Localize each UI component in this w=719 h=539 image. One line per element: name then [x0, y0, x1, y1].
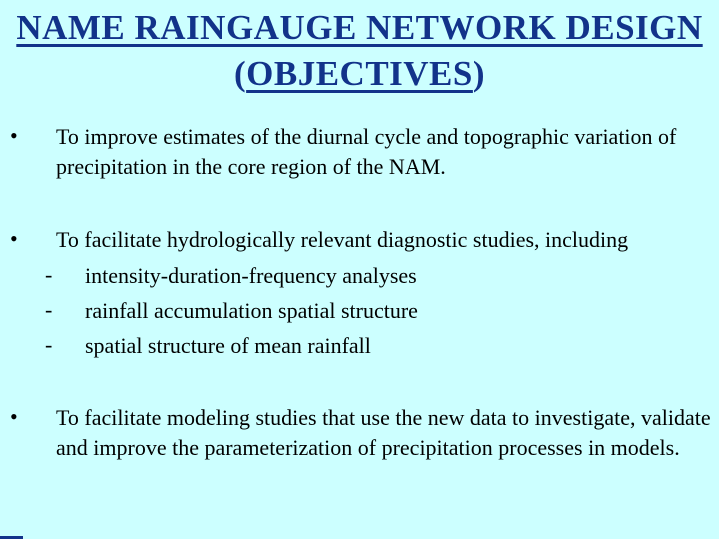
title-close-paren: ) — [472, 53, 486, 93]
bullet-list — [0, 122, 719, 463]
dash-icon: - — [45, 297, 53, 322]
slide-title-line2-text: OBJECTIVES — [246, 53, 473, 93]
slide-title-line1-text: NAME RAINGAUGE NETWORK DESIGN — [16, 8, 703, 47]
bullet-item-3 — [0, 403, 719, 463]
bullet-dot-icon: • — [10, 404, 18, 429]
slide-title — [0, 0, 719, 96]
bullet-dot-icon: • — [10, 123, 18, 148]
title-open-paren: ( — [233, 53, 247, 93]
bullet-item-3-text: To facilitate modeling studies that use the new data to investigate, validate and improve the parameterization of precipitation processes in models. — [56, 405, 711, 460]
bullet-dot-icon: • — [10, 226, 18, 251]
dash-icon: - — [45, 262, 53, 287]
sub-item-2-text: rainfall accumulation spatial structure — [85, 298, 418, 323]
bullet-item-2-text: To facilitate hydrologically relevant diagnostic studies, including — [56, 227, 629, 252]
sub-item-1 — [0, 261, 719, 291]
slide-title-line1 — [0, 5, 719, 51]
bullet-item-2 — [0, 225, 719, 255]
sub-item-2 — [0, 296, 719, 326]
dash-icon: - — [45, 332, 53, 357]
sub-item-3 — [0, 331, 719, 361]
sub-bullet-list — [0, 261, 719, 361]
bullet-item-1 — [0, 122, 719, 182]
slide-title-line2 — [0, 51, 719, 97]
bullet-item-1-text: To improve estimates of the diurnal cycle and topographic variation of precipitation in the core region of the NAM. — [56, 124, 677, 179]
sub-item-1-text: intensity-duration-frequency analyses — [85, 263, 417, 288]
sub-item-3-text: spatial structure of mean rainfall — [85, 333, 371, 358]
